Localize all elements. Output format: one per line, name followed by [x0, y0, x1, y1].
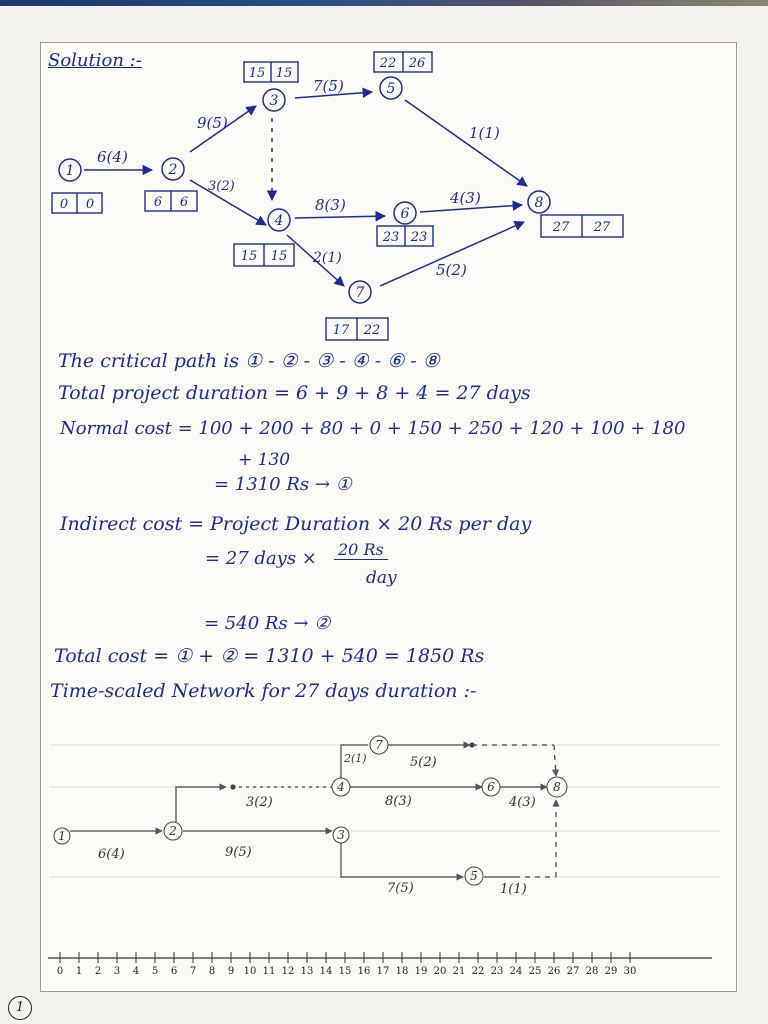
time-tick-label: 14	[319, 966, 333, 977]
time-tick-label: 4	[132, 966, 140, 977]
time-tick-label: 20	[433, 966, 447, 977]
time-tick-label: 21	[452, 966, 466, 977]
svg-text:3: 3	[337, 828, 345, 842]
node-5-lf: 26	[408, 56, 426, 71]
project-duration-line: Total project duration = 6 + 9 + 8 + 4 = 27 days	[58, 382, 531, 404]
time-tick-label: 12	[281, 966, 295, 977]
ts-arrow-2-4	[176, 787, 226, 822]
indirect-fraction-numerator: 20 Rs	[334, 540, 388, 560]
time-tick-label: 3	[113, 966, 121, 977]
node-6-es: 23	[382, 230, 400, 245]
svg-text:8: 8	[553, 780, 561, 794]
node-4-es: 15	[240, 249, 258, 264]
node-8-lf: 27	[593, 220, 611, 235]
activity-4-6-label: 8(3)	[315, 196, 346, 214]
indirect-cost-result: = 540 Rs → ②	[204, 613, 331, 634]
time-tick-label: 28	[585, 966, 599, 977]
node-8-label: 8	[534, 195, 544, 211]
node-1-es: 0	[59, 197, 69, 212]
time-tick-label: 10	[243, 966, 257, 977]
svg-text:6: 6	[487, 780, 495, 794]
svg-text:5: 5	[470, 869, 478, 883]
normal-cost-line: Normal cost = 100 + 200 + 80 + 0 + 150 + 250 + 120 + 100 + 180	[60, 418, 686, 439]
time-tick-label: 18	[395, 966, 409, 977]
svg-text:9(5): 9(5)	[225, 845, 252, 860]
critical-path-line: The critical path is ① - ② - ③ - ④ - ⑥ - ⑧	[58, 350, 440, 372]
svg-text:4: 4	[337, 780, 345, 794]
time-tick-label: 25	[528, 966, 542, 977]
time-axis	[48, 952, 712, 977]
time-tick-label: 24	[509, 966, 523, 977]
time-tick-label: 30	[623, 966, 637, 977]
svg-text:4(3): 4(3)	[509, 795, 536, 810]
activity-2-4-label: 3(2)	[208, 179, 235, 194]
node-5-es: 22	[379, 56, 397, 71]
activity-3-5-label: 7(5)	[313, 77, 344, 95]
time-tick-label: 7	[189, 966, 197, 977]
time-tick-label: 19	[414, 966, 428, 977]
svg-text:5(2): 5(2)	[410, 755, 437, 770]
time-tick-label: 6	[170, 966, 178, 977]
node-4-lf: 15	[270, 249, 288, 264]
ts-arrow-3-5	[341, 840, 463, 877]
solution-heading: Solution :-	[48, 50, 142, 71]
total-cost-line: Total cost = ① + ② = 1310 + 540 = 1850 Rs	[54, 645, 485, 667]
node-6-label: 6	[400, 206, 410, 222]
time-tick-label: 0	[56, 966, 64, 977]
node-1-label: 1	[65, 163, 75, 179]
node-7-lf: 22	[363, 323, 381, 338]
svg-text:2(1): 2(1)	[344, 752, 367, 765]
time-tick-label: 29	[604, 966, 618, 977]
indirect-cost-calc: = 27 days ×	[205, 548, 317, 569]
time-tick-label: 9	[227, 966, 235, 977]
node-1-lf: 0	[85, 197, 95, 212]
time-tick-label: 17	[376, 966, 390, 977]
node-6-lf: 23	[410, 230, 428, 245]
time-tick-label: 16	[357, 966, 371, 977]
time-scaled-heading: Time-scaled Network for 27 days duration :-	[50, 680, 477, 702]
activity-1-2-label: 6(4)	[97, 148, 128, 166]
node-2-lf: 6	[179, 195, 189, 210]
time-tick-label: 23	[490, 966, 504, 977]
node-3-label: 3	[269, 93, 279, 109]
activity-4-7-label: 2(1)	[313, 250, 342, 266]
node-2-label: 2	[168, 162, 178, 178]
time-tick-label: 8	[208, 966, 216, 977]
normal-cost-continued: + 130	[238, 450, 291, 470]
svg-text:6(4): 6(4)	[98, 847, 125, 862]
svg-text:8(3): 8(3)	[385, 794, 412, 809]
svg-text:7(5): 7(5)	[387, 881, 414, 896]
activity-5-8-label: 1(1)	[469, 124, 500, 142]
svg-text:3(2): 3(2)	[246, 795, 273, 810]
indirect-cost-line: Indirect cost = Project Duration × 20 Rs per day	[60, 513, 532, 535]
svg-text:1: 1	[58, 829, 66, 843]
svg-text:2: 2	[169, 824, 177, 838]
time-tick-label: 5	[151, 966, 159, 977]
node-2-es: 6	[153, 195, 163, 210]
page-number: 1	[8, 996, 32, 1020]
activity-2-3-label: 9(5)	[197, 114, 228, 132]
node-3-es: 15	[248, 66, 266, 81]
node-7-es: 17	[332, 323, 350, 338]
node-3-lf: 15	[275, 66, 293, 81]
time-tick-label: 13	[300, 966, 314, 977]
node-7-label: 7	[355, 285, 365, 301]
time-tick-label: 15	[338, 966, 352, 977]
svg-text:7: 7	[375, 738, 383, 752]
time-tick-label: 2	[94, 966, 102, 977]
svg-text:1(1): 1(1)	[500, 882, 527, 897]
node-4-label: 4	[274, 213, 284, 229]
node-8-es: 27	[552, 220, 570, 235]
time-tick-label: 11	[262, 966, 276, 977]
time-tick-label: 1	[75, 966, 83, 977]
activity-7-8-label: 5(2)	[436, 261, 467, 279]
time-tick-label: 26	[547, 966, 561, 977]
time-tick-label: 22	[471, 966, 485, 977]
activity-6-8-label: 4(3)	[450, 189, 481, 207]
node-5-label: 5	[386, 81, 396, 97]
normal-cost-result: = 1310 Rs → ①	[214, 474, 352, 495]
indirect-fraction-denominator: day	[366, 568, 397, 588]
time-tick-label: 27	[566, 966, 580, 977]
